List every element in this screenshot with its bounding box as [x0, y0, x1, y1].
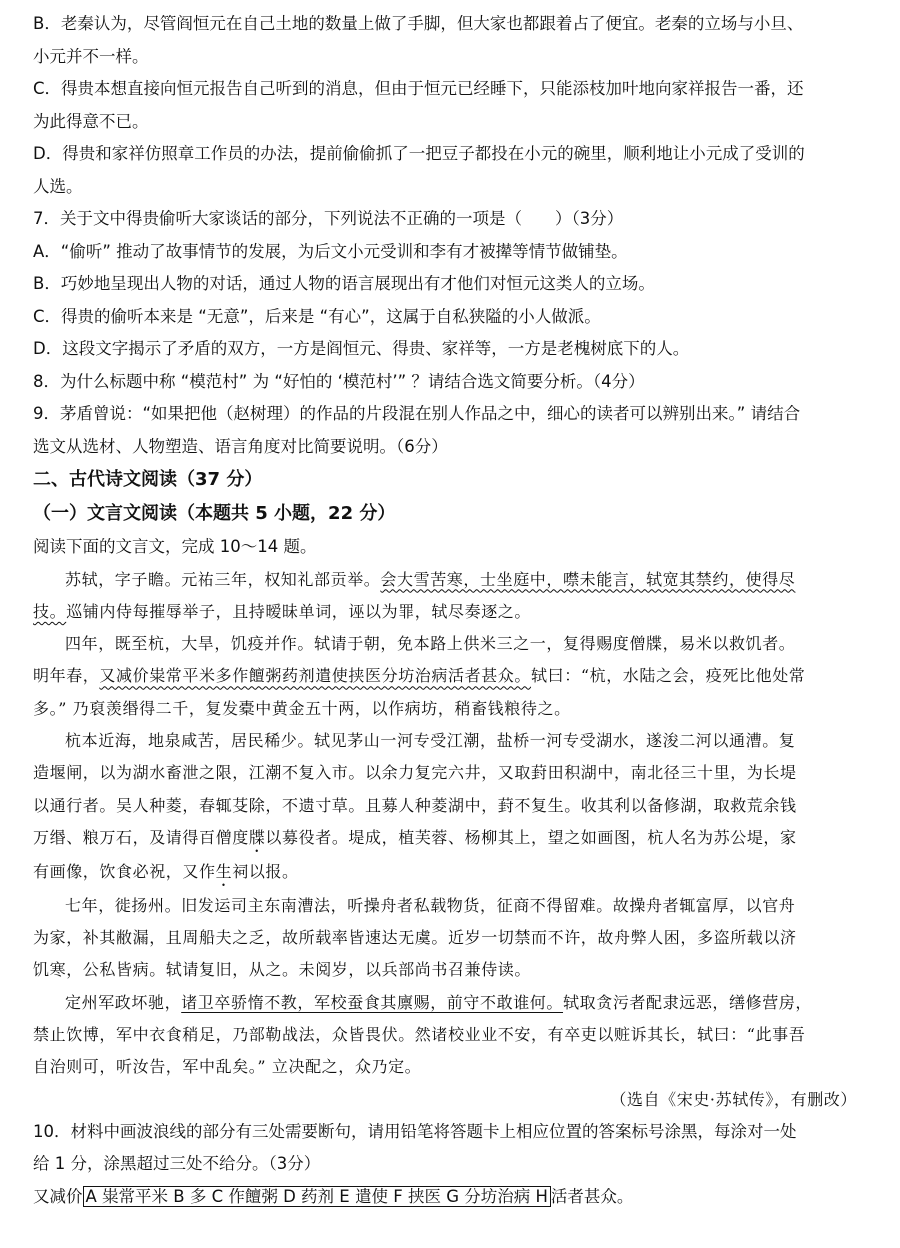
- passage-p2-line3: 多。” 乃裒羡缗得二千，复发橐中黄金五十两，以作病坊，稍畜钱粮待之。: [33, 698, 571, 718]
- emphasis-dot-char: 生: [215, 861, 233, 881]
- q9-stem-cont: 选文从选材、人物塑造、语言角度对比简要说明。（6分）: [33, 436, 448, 456]
- q8-stem: 8．为什么标题中称 “模范村” 为 “好怕的 ‘模范村’” ？请结合选文简要分析。（4分）: [33, 371, 645, 391]
- wavy-underline: 又减价粜常平米多作饘粥药剂遣使挟医分坊治病活者甚众。: [99, 666, 532, 686]
- q7-option-b: B．巧妙地呈现出人物的对话，通过人物的语言展现出有才他们对恒元这类人的立场。: [33, 274, 655, 293]
- straight-underline: 诸卫卒骄惰不教，军校蚕食其廪赐，前守不敢谁何。: [181, 992, 564, 1012]
- q7-option-d: D．这段文字揭示了矛盾的双方，一方是阎恒元、得贵、家祥等，一方是老槐树底下的人。: [33, 339, 690, 358]
- passage-p5-line3: 自治则可，听汝告，军中乱矣。” 立决配之，众乃定。: [33, 1057, 422, 1077]
- wavy-underline: 技。: [33, 601, 67, 621]
- passage-p3-line5: 有画像，饮食必祝，又作生祠以报。: [33, 861, 299, 881]
- passage-p3-line4: 万缗、粮万石，及请得百僧度牒以募役者。堤成，植芙蓉、杨柳其上，望之如画图，杭人名为苏公堤，家: [33, 827, 797, 847]
- subsection-title: （一）文言文阅读（本题共 5 小题，22 分）: [33, 503, 396, 524]
- passage-p4-line2: 为家，补其敝漏，且周船夫之乏，故所载率皆速达无虞。近岁一切禁而不许，故舟弊人困，多盗所载以济: [33, 928, 797, 948]
- q10-stem: 10．材料中画波浪线的部分有三处需要断句，请用铅笔将答题卡上相应位置的答案标号涂黑，每涂对一处: [33, 1121, 797, 1141]
- emphasis-dot-char: 牒: [248, 827, 266, 847]
- passage-p3-line2: 造堰闸，以为湖水畜泄之限，江潮不复入市。以余力复完六井，又取葑田积湖中，南北径三十里，为长堤: [33, 763, 797, 783]
- exam-page: [33, 8, 869, 1213]
- passage-source: （选自《宋史·苏轼传》，有删改）: [610, 1089, 857, 1109]
- q7-stem: 7．关于文中得贵偷听大家谈话的部分，下列说法不正确的一项是（ ）（3分）: [33, 209, 624, 228]
- q6-option-d-cont: 人选。: [33, 176, 83, 196]
- passage-p2-line1: 四年，既至杭，大旱，饥疫并作。轼请于朝，免本路上供米三之一，复得赐度僧牒，易米以救饥者。: [65, 634, 796, 654]
- passage-p2-line2: 明年春，又减价粜常平米多作饘粥药剂遣使挟医分坊治病活者甚众。轼曰：“杭，水陆之会，疫死比他处常: [33, 666, 806, 686]
- q10-stem-cont: 给 1 分，涂黑超过三处不给分。（3分）: [33, 1154, 321, 1174]
- section-title: 二、古代诗文阅读（37 分）: [33, 469, 263, 490]
- q6-option-b-cont: 小元并不一样。: [33, 46, 149, 66]
- passage-p3-line1: 杭本近海，地泉咸苦，居民稀少。轼见茅山一河专受江潮，盐桥一河专受湖水，遂浚二河以通漕。复: [65, 730, 796, 750]
- passage-p5-line1: 定州军政坏驰，诸卫卒骄惰不教，军校蚕食其廪赐，前守不敢谁何。轼取贪污者配隶远恶，缮修营房，: [65, 992, 813, 1012]
- q6-option-c-cont: 为此得意不已。: [33, 111, 149, 131]
- q6-option-d: D．得贵和家祥仿照章工作员的办法，提前偷偷抓了一把豆子都投在小元的碗里，顺利地让小元成了受训的: [33, 144, 805, 163]
- wavy-underline: 会大雪苦寒，士坐庭中，噤未能言，轼宽其禁约，使得尽: [380, 569, 796, 589]
- q7-option-c: C．得贵的偷听本来是 “无意”，后来是 “有心”，这属于自私狭隘的小人做派。: [33, 306, 601, 326]
- reading-instruction: 阅读下面的文言文，完成 10～14 题。: [33, 537, 317, 556]
- passage-p5-line2: 禁止饮博，军中衣食稍足，乃部勒战法，众皆畏伏。然诸校业业不安，有卒吏以赃诉其长，轼曰：“此事吾: [33, 1025, 806, 1045]
- q7-option-a: A．“偷听” 推动了故事情节的发展，为后文小元受训和李有才被撵等情节做铺垫。: [33, 241, 628, 261]
- passage-p1-line1: 苏轼，字子瞻。元祐三年，权知礼部贡举。会大雪苦寒，士坐庭中，噤未能言，轼宽其禁约，使得尽: [65, 569, 796, 589]
- q10-answer-line: 又减价 A 粜常平米 B 多 C 作饘粥 D 药剂 E 遣使 F 挟医 G 分坊治病 H 活者甚众。: [33, 1186, 634, 1206]
- q6-option-c: C．得贵本想直接向恒元报告自己听到的消息，但由于恒元已经睡下，只能添枝加叶地向家祥报告一番，还: [33, 79, 804, 98]
- q9-stem: 9．茅盾曾说：“如果把他（赵树理）的作品的片段混在别人作品之中，细心的读者可以辨别出来。” 请结合: [33, 404, 801, 423]
- passage-p1-line2: 技。巡铺内侍每摧辱举子，且持暧昧单词，诬以为罪，轼尽奏逐之。: [33, 601, 532, 621]
- q6-option-b: B．老秦认为，尽管阎恒元在自己土地的数量上做了手脚，但大家也都跟着占了便宜。老秦的立场与小旦、: [33, 14, 804, 33]
- passage-p3-line3: 以通行者。吴人种菱，春辄芟除，不遗寸草。且募人种菱湖中，葑不复生。收其利以备修湖，取救荒余钱: [33, 795, 797, 815]
- answer-options-box: A 粜常平米 B 多 C 作饘粥 D 药剂 E 遣使 F 挟医 G 分坊治病 H: [83, 1186, 551, 1207]
- passage-p4-line1: 七年，徙扬州。旧发运司主东南漕法，听操舟者私载物货，征商不得留难。故操舟者辄富厚，以官舟: [65, 895, 796, 915]
- passage-p4-line3: 饥寒，公私皆病。轼请复旧，从之。未阅岁，以兵部尚书召兼侍读。: [33, 960, 532, 980]
